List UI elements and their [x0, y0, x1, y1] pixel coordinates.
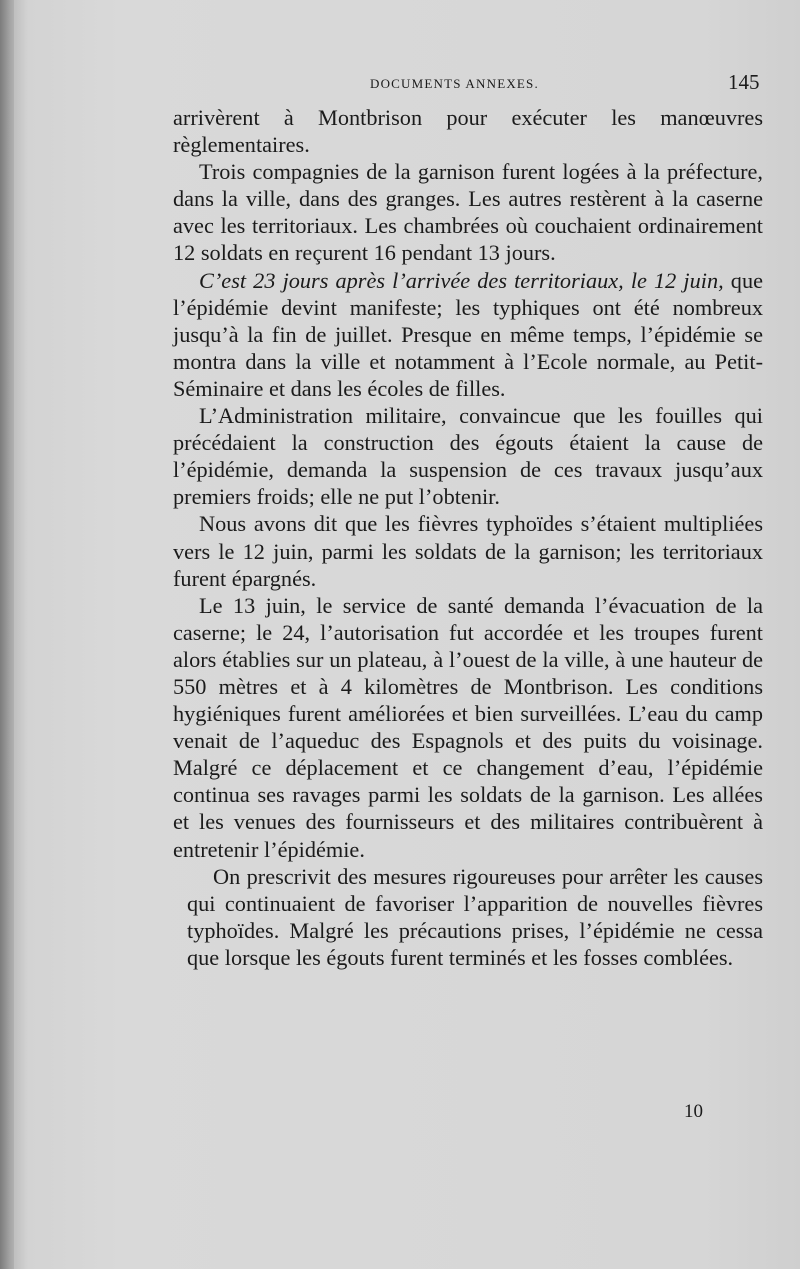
paragraph-4: L’Administration militaire, convaincue que les fouilles qui précédaient la construction des égouts étaient la cause de l’épidémie, demanda la suspension de ces travaux jusqu’aux premiers froids; elle ne put l’obtenir. — [173, 403, 763, 510]
paragraph-2: Trois compagnies de la garnison furent logées à la préfecture, dans la ville, dans des granges. Les autres restèrent à la caserne avec les territoriaux. Les chambrées où couchaient ordinairement 12 soldats en reçurent 16 pendant 13 jours. — [173, 159, 763, 266]
paragraph-1: arrivèrent à Montbrison pour exécuter les manœuvres règlementaires. — [173, 105, 763, 158]
running-head-title: DOCUMENTS ANNEXES. — [370, 76, 539, 91]
signature-mark: 10 — [684, 1101, 703, 1122]
paragraph-5: Nous avons dit que les fièvres typhoïdes s’étaient multipliées vers le 12 juin, parmi les soldats de la garnison; les territoriaux furent épargnés. — [173, 511, 763, 591]
paragraph-6: Le 13 juin, le service de santé demanda l’évacuation de la caserne; le 24, l’autorisation fut accordée et les troupes furent alors établies sur un plateau, à l’ouest de la ville, à une hauteur de 550 mètres et à 4 kilomètres de Montbrison. Les conditions hygiéniques furent améliorées et bien surveillées. L’eau du camp venait de l’aqueduc des Espagnols et des puits du voisinage. Malgré ce déplacement et ce changement d’eau, l’épidémie continua ses ravages parmi les soldats de la garnison. Les allées et les venues des fournisseurs et des militaires contribuèrent à entretenir l’épidémie. — [173, 592, 763, 862]
italic-emphasis: C’est 23 jours après l’arrivée des territoriaux, le 12 juin, — [199, 267, 724, 293]
page-gutter-shadow — [0, 0, 14, 1269]
body-text — [173, 104, 763, 971]
page-number: 145 — [728, 70, 760, 94]
running-head — [0, 70, 800, 100]
paragraph-3: C’est 23 jours après l’arrivée des territoriaux, le 12 juin, que l’épidémie devint manifeste; les typhiques ont été nombreux jusqu’à la fin de juillet. Presque en même temps, l’épidémie se montra dans la ville et notamment à l’Ecole normale, au Petit-Séminaire et dans les écoles de filles. — [173, 267, 763, 401]
paragraph-7: On prescrivit des mesures rigoureuses pour arrêter les causes qui continuaient de favoriser l’apparition de nouvelles fièvres typhoïdes. Malgré les précautions prises, l’épidémie ne cessa que lorsque les égouts furent terminés et les fosses comblées. — [187, 863, 763, 970]
